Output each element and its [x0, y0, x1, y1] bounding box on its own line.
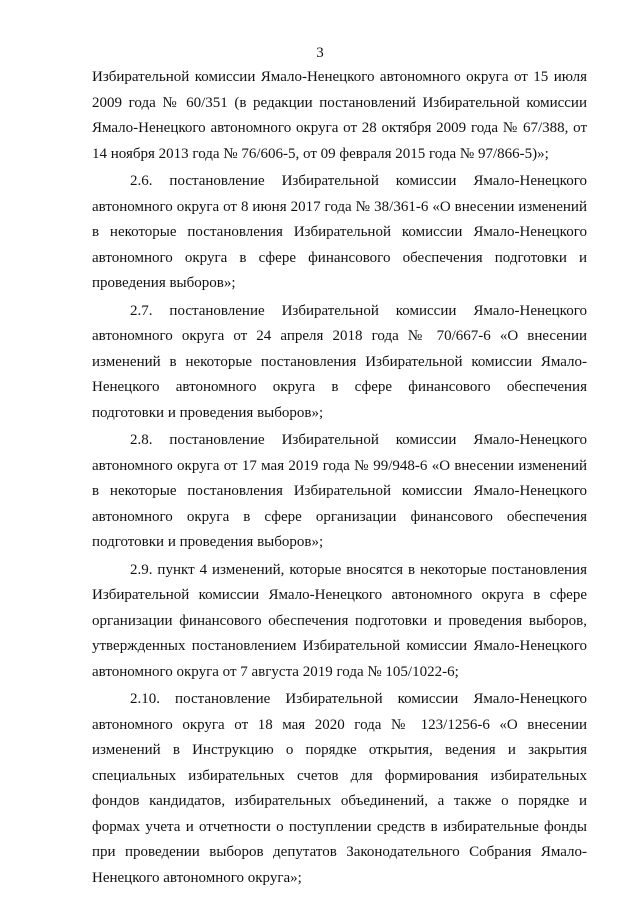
paragraph-2-7: 2.7. постановление Избирательной комиссии Ямало-Ненецкого автономного округа от 24 апреля 2018 года № 70/667-6 «О внесении изменений в некоторые постановления Избирательной комиссии Ямало-Ненецкого автономного округа в сфере финансового обеспечения подготовки и проведения выборов»;	[92, 302, 587, 421]
paragraph-2-9: 2.9. пункт 4 изменений, которые вносятся в некоторые постановления Избирательной комиссии Ямало-Ненецкого автономного округа в сфере организации финансового обеспечения подготовки и проведения выборов, утвержденных постановлением Избирательной комиссии Ямало-Ненецкого автономного округа от 7 августа 2019 года № 105/1022-6;	[92, 561, 587, 680]
paragraph-2-8: 2.8. постановление Избирательной комиссии Ямало-Ненецкого автономного округа от 17 мая 2019 года № 99/948-6 «О внесении изменений в некоторые постановления Избирательной комиссии Ямало-Ненецкого автономного округа в сфере организации финансового обеспечения подготовки и проведения выборов»;	[92, 432, 587, 550]
paragraph-continuation: Избирательной комиссии Ямало-Ненецкого автономного округа от 15 июля 2009 года № 60/351 (в редакции постановлений Избирательной комиссии Ямало-Ненецкого автономного округа от 28 октября 2009 года № 67/388, от 14 ноября 2013 года № 76/606-5, от 09 февраля 2015 года № 97/866-5)»;	[92, 69, 587, 162]
document-body	[92, 65, 587, 893]
paragraph-2-10: 2.10. постановление Избирательной комиссии Ямало-Ненецкого автономного округа от 18 мая 2020 года № 123/1256-6 «О внесении изменений в Инструкцию о порядке открытия, ведения и закрытия специальных избирательных счетов для формирования избирательных фондов кандидатов, избирательных объединений, а также о порядке и формах учета и отчетности о поступлении средств в избирательные фонды при проведении выборов депутатов Законодательного Собрания Ямало-Ненецкого автономного округа»;	[92, 691, 587, 886]
page-number: 3	[316, 45, 324, 61]
paragraph-2-6: 2.6. постановление Избирательной комиссии Ямало-Ненецкого автономного округа от 8 июня 2017 года № 38/361-6 «О внесении изменений в некоторые постановления Избирательной комиссии Ямало-Ненецкого автономного округа в сфере финансового обеспечения подготовки и проведения выборов»;	[92, 173, 587, 291]
